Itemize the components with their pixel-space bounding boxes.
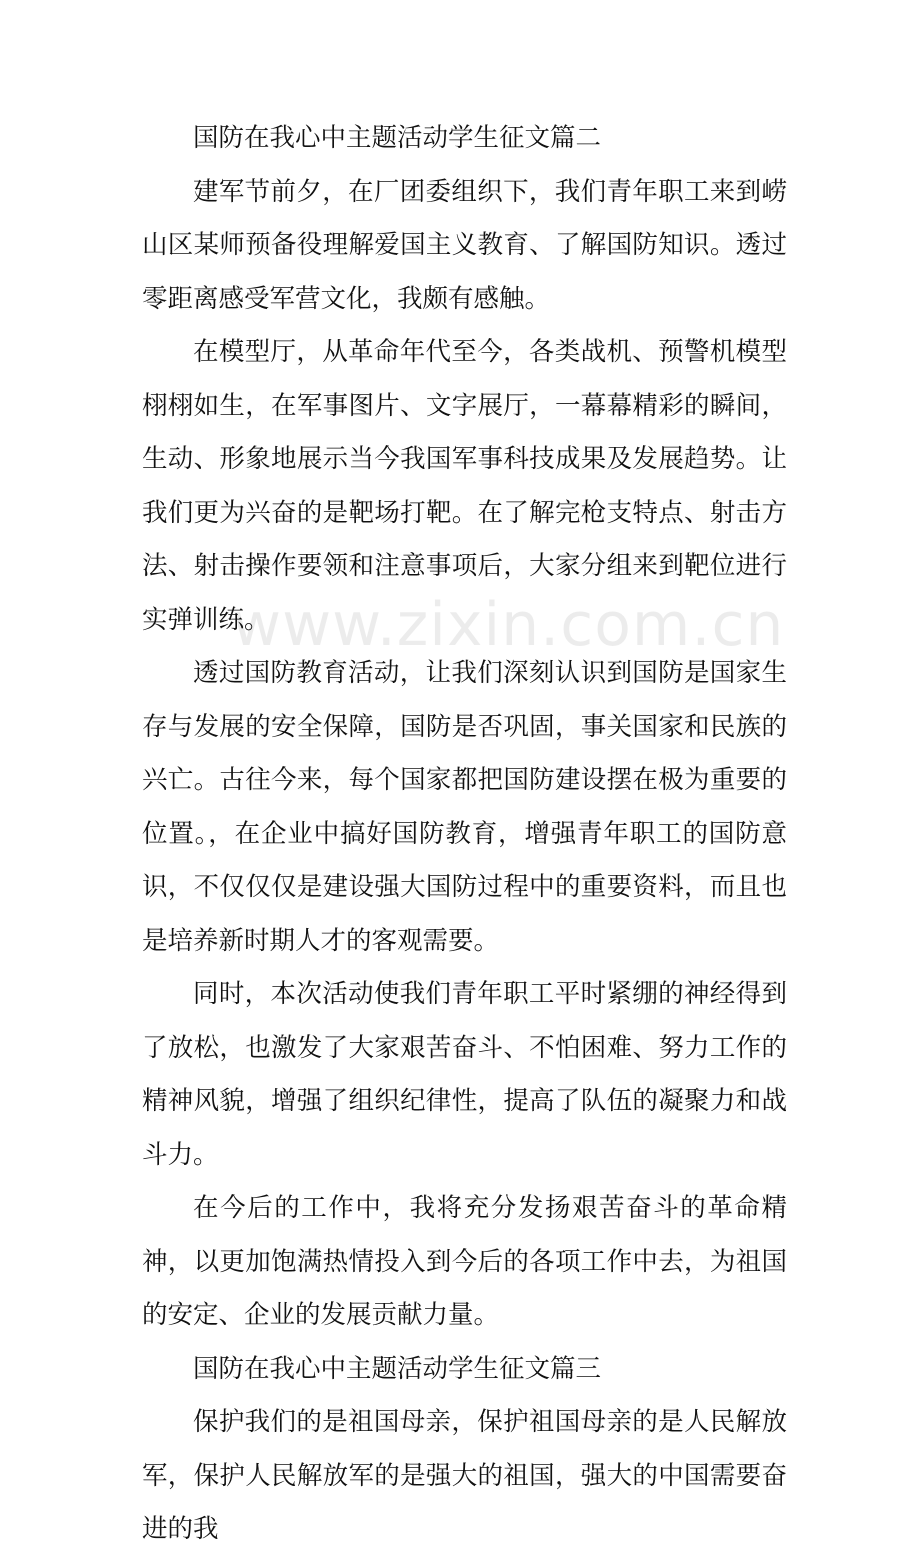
watermark-text: www.zixin.com.cn (232, 590, 785, 660)
paragraph: 同时，本次活动使我们青年职工平时紧绷的神经得到了放松，也激发了大家艰苦奋斗、不怕困难、努力工作的精神风貌，增强了组织纪律性，提高了队伍的凝聚力和战斗力。 (142, 979, 787, 1170)
paragraph: 保护我们的是祖国母亲，保护祖国母亲的是人民解放军，保护人民解放军的是强大的祖国，强大的中国需要奋进的我 (142, 1407, 787, 1544)
section-heading-2: 国防在我心中主题活动学生征文篇二 (193, 123, 602, 153)
section-heading-3: 国防在我心中主题活动学生征文篇三 (193, 1353, 602, 1384)
paragraph: 透过国防教育活动，让我们深刻认识到国防是国家生存与发展的安全保障，国防是否巩固，事关国家和民族的兴亡。古往今来，每个国家都把国防建设摆在极为重要的位置。，在企业中搞好国防教育，增强青年职工的国防意识，不仅仅仅是建设强大国防过程中的重要资料，而且也是培养新时期人才的客观需要。 (142, 658, 787, 956)
paragraph: 建军节前夕，在厂团委组织下，我们青年职工来到崂山区某师预备役理解爱国主义教育、了解国防知识。透过零距离感受军营文化，我颇有感触。 (142, 176, 787, 314)
document-body (142, 112, 787, 1557)
paragraph: 在模型厅，从革命年代至今，各类战机、预警机模型栩栩如生，在军事图片、文字展厅，一幕幕精彩的瞬间，生动、形象地展示当今我国军事科技成果及发展趋势。让我们更为兴奋的是靶场打靶。在了解完枪支特点、射击方法、射击操作要领和注意事项后，大家分组来到靶位进行实弹训练。 (142, 337, 787, 635)
paragraph: 在今后的工作中，我将充分发扬艰苦奋斗的革命精神，以更加饱满热情投入到今后的各项工作中去，为祖国的安定、企业的发展贡献力量。 (142, 1193, 787, 1330)
